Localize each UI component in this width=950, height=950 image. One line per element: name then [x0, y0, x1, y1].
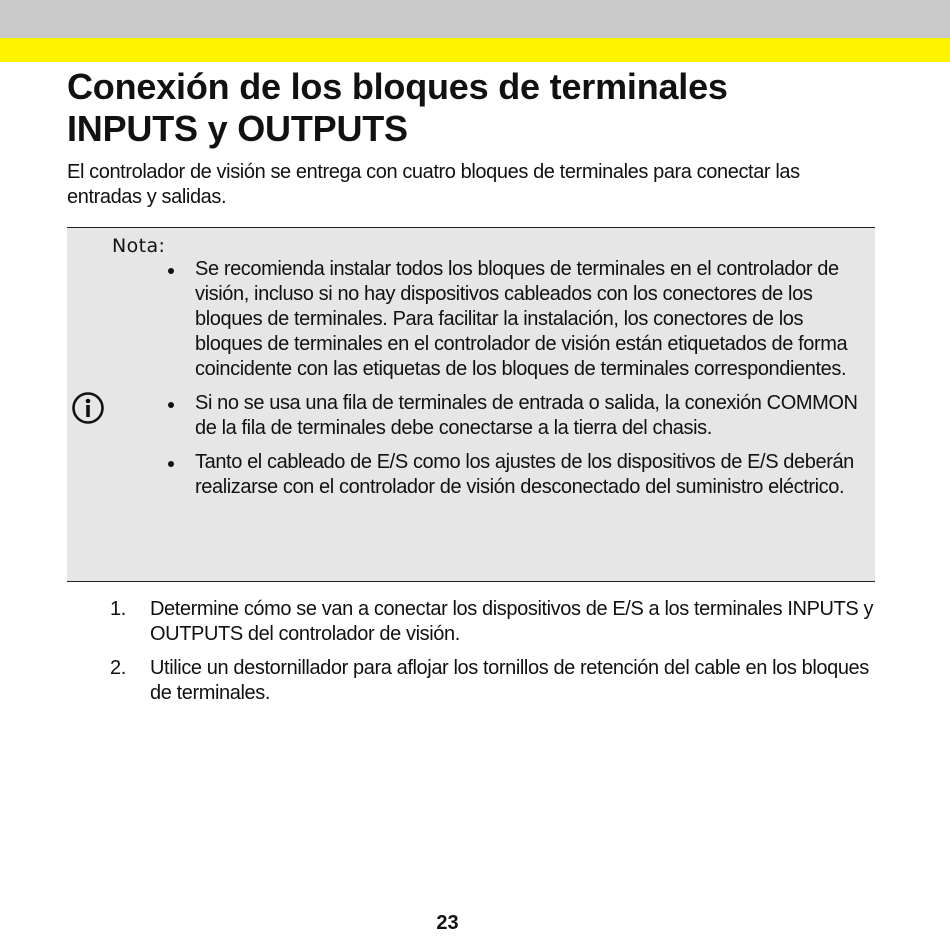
- note-item-text: Tanto el cableado de E/S como los ajustes de los dispositivos de E/S deberán realizarse con el controlador de visión desconectado del suministro eléctrico.: [195, 451, 854, 498]
- note-item-text: Si no se usa una fila de terminales de entrada o salida, la conexión COMMON de la fila de terminales debe conectarse a la tierra del chasis.: [195, 392, 858, 439]
- note-item: [165, 391, 865, 441]
- step-number: 1.: [110, 598, 126, 620]
- step-text: Utilice un destornillador para aflojar los tornillos de retención del cable en los bloques de terminales.: [150, 657, 869, 704]
- bullet-icon: [168, 402, 174, 408]
- note-label: [112, 234, 165, 258]
- note-box: [67, 227, 875, 582]
- note-label-text: Nota: [112, 235, 159, 257]
- page-title: [67, 66, 887, 150]
- steps-list: [108, 597, 888, 715]
- note-list: [165, 257, 865, 509]
- page-number: 23: [436, 912, 459, 934]
- page-title-line-2: INPUTS y OUTPUTS: [67, 108, 408, 149]
- intro-paragraph: El controlador de visión se entrega con cuatro bloques de terminales para conectar las entradas y salidas.: [67, 161, 800, 208]
- note-label-colon: :: [158, 235, 166, 257]
- bullet-icon: [168, 461, 174, 467]
- bullet-icon: [168, 268, 174, 274]
- info-circle-icon: [71, 391, 105, 425]
- note-item: [165, 450, 865, 500]
- header-band-gray: [0, 0, 950, 38]
- note-item: [165, 257, 865, 382]
- note-item-text: Se recomienda instalar todos los bloques de terminales en el controlador de visión, incluso si no hay dispositivos cableados con los conectores de los bloques de terminales. Para facilitar la instalación, los conectores de los bloques de terminales en el controlador de visión están etiquetados de forma coincidente con las etiquetas de los bloques de terminales correspondientes.: [195, 258, 848, 380]
- step-text: Determine cómo se van a conectar los dispositivos de E/S a los terminales INPUTS y OUTPUTS del controlador de visión.: [150, 598, 874, 645]
- step-item: [108, 656, 888, 706]
- step-item: [108, 597, 888, 647]
- page-title-line-1: Conexión de los bloques de terminales: [67, 66, 728, 107]
- header-band-yellow: [0, 38, 950, 62]
- step-number: 2.: [110, 657, 126, 679]
